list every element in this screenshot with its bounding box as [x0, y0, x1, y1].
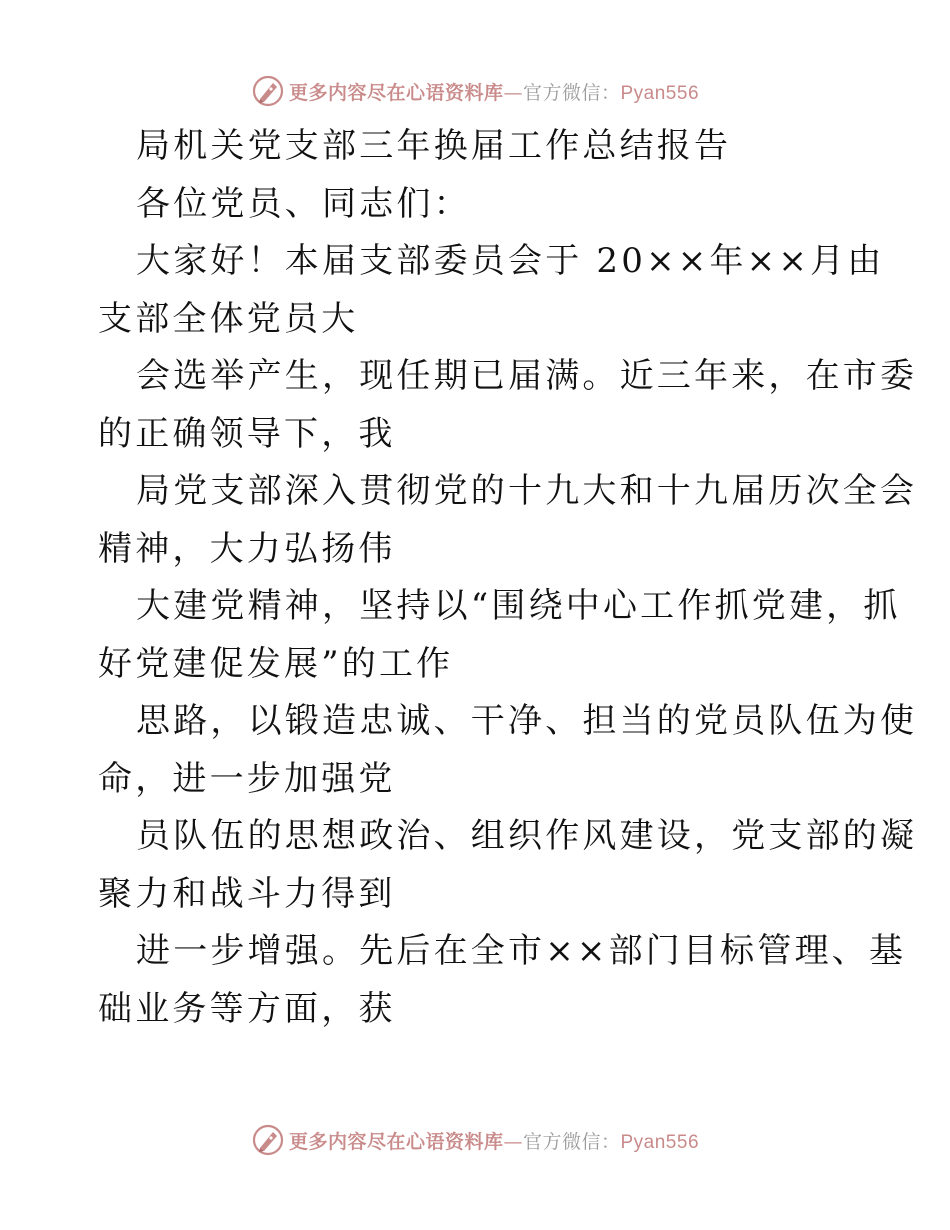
footer-watermark: [0, 1120, 950, 1160]
paragraph-line: 聚力和战斗力得到: [98, 873, 396, 914]
paragraph-line: 员队伍的思想政治、组织作风建设，党支部的凝: [136, 816, 918, 856]
paragraph-line: 大建党精神，坚持以“围绕中心工作抓党建，抓: [136, 586, 901, 626]
paragraph-line: 命，进一步加强党: [98, 758, 396, 799]
greeting: 各位党员、同志们：: [136, 183, 471, 224]
paragraph-line: 精神，大力弘扬伟: [98, 528, 396, 569]
document-body: [98, 118, 918, 1038]
pen-nib-logo-icon: [251, 74, 285, 108]
paragraph-line: 进一步增强。先后在全市××部门目标管理、基: [136, 931, 907, 971]
paragraph-line: 局党支部深入贯彻党的十九大和十九届历次全会: [136, 471, 918, 511]
watermark-text: 更多内容尽在心语资料库—官方微信：Pyan556: [288, 1130, 700, 1153]
paragraph-line: 的正确领导下，我: [98, 413, 396, 454]
paragraph-line: 思路，以锻造忠诚、干净、担当的党员队伍为使: [136, 701, 918, 741]
paragraph-line: 支部全体党员大: [98, 298, 359, 339]
paragraph-line: 础业务等方面，获: [98, 988, 396, 1029]
watermark-text: 更多内容尽在心语资料库—官方微信：Pyan556: [288, 81, 700, 104]
document-title: 局机关党支部三年换届工作总结报告: [136, 126, 732, 166]
header-watermark: [0, 71, 950, 111]
paragraph-line: 大家好！本届支部委员会于 20××年××月由: [136, 241, 885, 281]
pen-nib-logo-icon: [251, 1123, 285, 1157]
paragraph-line: 好党建促发展”的工作: [98, 643, 454, 684]
paragraph-line: 会选举产生，现任期已届满。近三年来，在市委: [136, 356, 918, 396]
